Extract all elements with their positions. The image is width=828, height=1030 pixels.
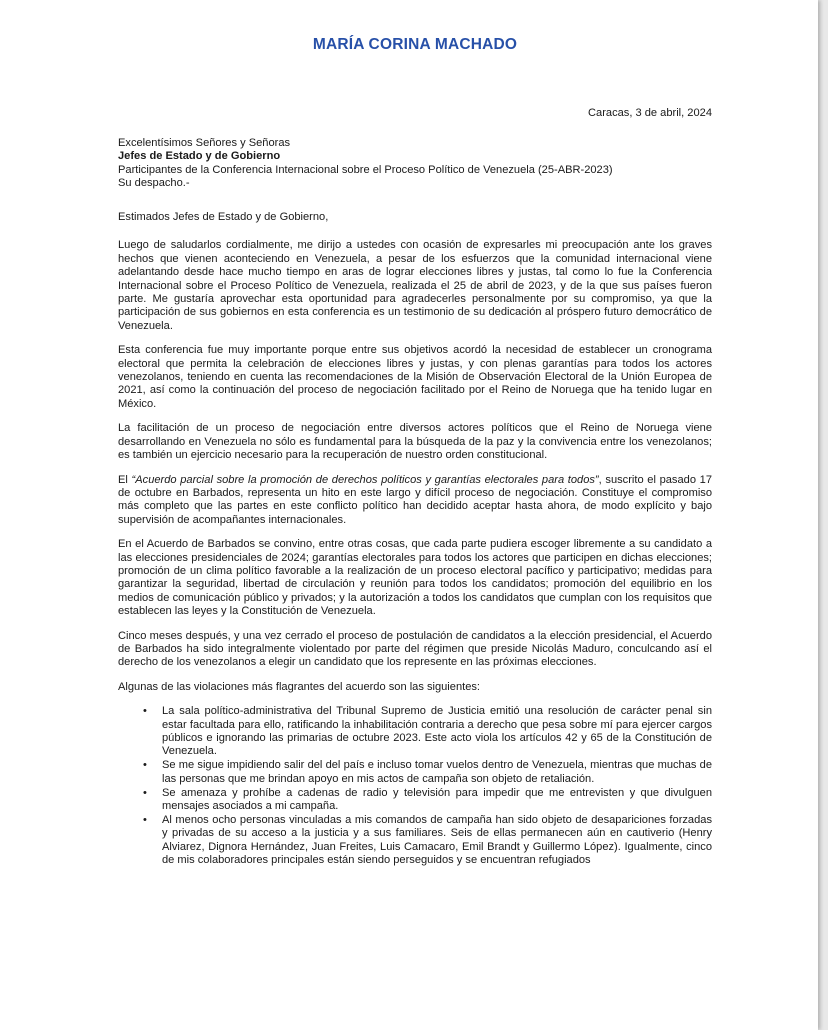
place-and-date: Caracas, 3 de abril, 2024 xyxy=(588,107,712,119)
paragraph: La facilitación de un proceso de negociación entre diversos actores políticos que el Reino de Noruega viene desarrollando en Venezuela no sólo es fundamental para la búsqueda de la paz y la convivencia entre los venezolanos; es también un ejercicio necesario para la recuperación de nuestro orden constitucional. xyxy=(118,422,712,462)
list-item: • Se amenaza y prohíbe a cadenas de radio y televisión para impedir que me entrevisten y que divulguen mensajes asociados a mi campaña. xyxy=(162,787,712,814)
addressee-title: Jefes de Estado y de Gobierno xyxy=(118,150,281,163)
paragraph-text: El xyxy=(118,473,132,486)
addressee-line: Excelentísimos Señores y Señoras xyxy=(118,137,291,149)
paragraph: Esta conferencia fue muy importante porque entre sus objetivos acordó la necesidad de establecer un cronograma electoral que permita la celebración de elecciones libres y justas, y con plenas garantías para todos los actores venezolanos, teniendo en cuenta las recomendaciones de la Misión de Observación Electoral de la Unión Europea de 2021, así como la continuación del proceso de negociación facilitado por el Reino de Noruega que ha tenido lugar en México. xyxy=(118,344,712,410)
violations-list xyxy=(118,705,712,867)
paragraph: Algunas de las violaciones más flagrantes del acuerdo son las siguientes: xyxy=(118,680,480,693)
addressee-block xyxy=(118,137,712,191)
letter-body xyxy=(118,211,712,868)
paragraph-text: , suscrito el pasado 17 de octubre en Barbados, representa un hito en este largo y difícil proceso de negociación. Constituye el compromiso más completo que las partes en este conflicto político han decidido aceptar hasta ahora, de modo explícito y bajo supervisión de acompañantes internacionales. xyxy=(118,473,712,526)
addressee-line: Su despacho.- xyxy=(118,177,190,190)
addressee-line: Participantes de la Conferencia Internacional sobre el Proceso Político de Venezuela (25-ABR-2023) xyxy=(118,163,613,176)
list-item: • Se me sigue impidiendo salir del del país e incluso tomar vuelos dentro de Venezuela, mientras que muchas de las personas que me brindan apoyo en mis actos de campaña son objeto de retaliación. xyxy=(162,759,712,786)
list-item: • La sala político-administrativa del Tribunal Supremo de Justicia emitió una resolución de carácter penal sin estar facultada para ello, ratificando la inhabilitación contraria a derecho que pesa sobre mí para ejercer cargos públicos e ignorando las primarias de octubre 2023. Este acto viola los artículos 42 y 65 de la Constitución de Venezuela. xyxy=(162,705,712,759)
salutation: Estimados Jefes de Estado y de Gobierno, xyxy=(118,211,329,223)
paragraph xyxy=(118,474,712,528)
agreement-title: “Acuerdo parcial sobre la promoción de derechos políticos y garantías electorales para todos” xyxy=(131,473,599,486)
list-item: • Al menos ocho personas vinculadas a mis comandos de campaña han sido objeto de desapariciones forzadas y privadas de su acceso a la justicia y a sus familiares. Seis de ellas permanecen aún en cautiverio (Henry Alviarez, Dignora Hernández, Juan Freites, Luis Camacaro, Emil Brandt y Guillermo López). Igualmente, cinco de mis colaboradores principales están siendo perseguidos y se encuentran refugiados xyxy=(162,814,712,868)
paragraph: Cinco meses después, y una vez cerrado el proceso de postulación de candidatos a la elección presidencial, el Acuerdo de Barbados ha sido integralmente violentado por parte del régimen que preside Nicolás Maduro, conculcando así el derecho de los venezolanos a elegir un candidato que los represente en las próximas elecciones. xyxy=(118,629,712,669)
letterhead-name: MARÍA CORINA MACHADO xyxy=(312,36,518,53)
paragraph: En el Acuerdo de Barbados se convino, entre otras cosas, que cada parte pudiera escoger libremente a su candidato a las elecciones presidenciales de 2024; garantías electorales para todos los actores que participen en dichas elecciones; promoción de un clima político favorable a la realización de un proceso electoral pacífico y participativo; medidas para garantizar la seguridad, libertad de circulación y reunión para todos los candidatos; promoción del equilibrio en los medios de comunicación público y privados; y la autorización a todos los candidatos que cumplan con los requisitos que establecen las leyes y la Constitución de Venezuela. xyxy=(118,538,712,618)
paragraph: Luego de saludarlos cordialmente, me dirijo a ustedes con ocasión de expresarles mi preocupación ante los graves hechos que vienen aconteciendo en Venezuela, a pesar de los esfuerzos que la comunidad internacional viene adelantando desde hace mucho tiempo en aras de lograr elecciones libres y justas, tal como lo fue la Conferencia Internacional sobre el Proceso Político de Venezuela, realizada el 25 de abril de 2023, y de la que sus países fueron parte. Me gustaría aprovechar esta oportunidad para agradecerles personalmente por su compromiso, ya que la participación de sus gobiernos en esta conferencia es un testimonio de su dedicación al próspero futuro democrático de Venezuela. xyxy=(118,239,712,332)
